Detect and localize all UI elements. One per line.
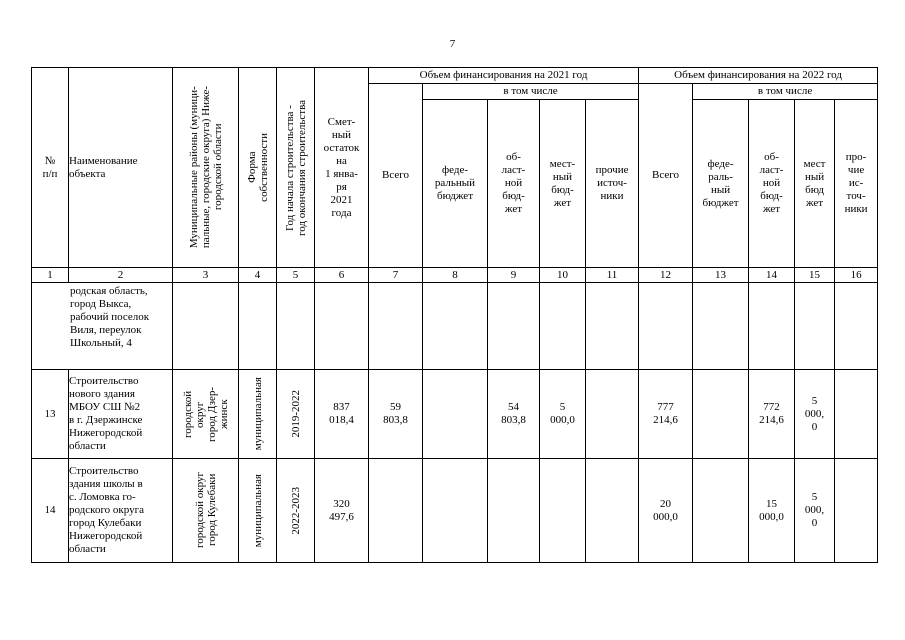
regional-2022: 15 000,0 xyxy=(749,459,795,563)
header-total-2022: Всего xyxy=(639,84,693,268)
construction-years: 2022-2023 xyxy=(277,459,315,563)
page-number: 7 xyxy=(449,38,456,50)
regional-2022: 772 214,6 xyxy=(749,370,795,459)
column-number: 4 xyxy=(239,268,277,283)
column-number: 6 xyxy=(315,268,369,283)
other-2022 xyxy=(835,459,878,563)
header-local-2021: мест- ный бюд- жет xyxy=(540,100,586,268)
header-ownership: Форма собственности xyxy=(239,68,277,268)
local-2022: 5 000, 0 xyxy=(795,459,835,563)
column-numbers-row xyxy=(32,268,878,283)
total-2022: 20 000,0 xyxy=(639,459,693,563)
construction-years: 2019-2022 xyxy=(277,370,315,459)
column-number: 9 xyxy=(488,268,540,283)
other-2021 xyxy=(586,370,639,459)
column-number: 15 xyxy=(795,268,835,283)
estimated-balance: 837 018,4 xyxy=(315,370,369,459)
header-other-2021: прочие источ- ники xyxy=(586,100,639,268)
other-2022 xyxy=(835,370,878,459)
header-construction-years: Год начала строительства - год окончания строительства xyxy=(277,68,315,268)
column-number: 2 xyxy=(69,268,173,283)
header-regional-2022: об- ласт- ной бюд- жет xyxy=(749,100,795,268)
header-financing-2021: Объем финансирования на 2021 год xyxy=(369,68,639,84)
column-number: 14 xyxy=(749,268,795,283)
federal-2021 xyxy=(423,370,488,459)
continuation-text: родская область, город Выкса, рабочий поселок Виля, переулок Школьный, 4 xyxy=(32,283,173,370)
column-number: 10 xyxy=(540,268,586,283)
object-name: Строительство здания школы в с. Ломовка го- родского округа город Кулебаки Нижегородской области xyxy=(69,459,173,563)
local-2021: 5 000,0 xyxy=(540,370,586,459)
header-object-name: Наименование объекта xyxy=(69,68,173,268)
row-number: 13 xyxy=(32,370,69,459)
header-district: Муниципальные районы (муници- пальные, городские округа) Ниже- городской области xyxy=(173,68,239,268)
header-federal-2022: феде- раль- ный бюджет xyxy=(693,100,749,268)
federal-2022 xyxy=(693,459,749,563)
ownership: муниципальная xyxy=(239,459,277,563)
estimated-balance: 320 497,6 xyxy=(315,459,369,563)
column-number: 3 xyxy=(173,268,239,283)
header-including-2021: в том числе xyxy=(423,84,639,100)
local-2021 xyxy=(540,459,586,563)
total-2021: 59 803,8 xyxy=(369,370,423,459)
header-local-2022: мест ный бюд жет xyxy=(795,100,835,268)
column-number: 5 xyxy=(277,268,315,283)
regional-2021 xyxy=(488,459,540,563)
header-federal-2021: феде- ральный бюджет xyxy=(423,100,488,268)
total-2021 xyxy=(369,459,423,563)
district: городской округ город Дзер- жинск xyxy=(173,370,239,459)
column-number: 1 xyxy=(32,268,69,283)
table-row xyxy=(32,459,878,563)
column-number: 11 xyxy=(586,268,639,283)
total-2022: 777 214,6 xyxy=(639,370,693,459)
district: городской округ город Кулебаки xyxy=(173,459,239,563)
other-2021 xyxy=(586,459,639,563)
object-name: Строительство нового здания МБОУ СШ №2 в г. Дзержинске Нижегородской области xyxy=(69,370,173,459)
federal-2022 xyxy=(693,370,749,459)
continuation-row xyxy=(32,283,878,370)
header-total-2021: Всего xyxy=(369,84,423,268)
header-regional-2021: об- ласт- ной бюд- жет xyxy=(488,100,540,268)
financing-table xyxy=(31,67,878,563)
local-2022: 5 000, 0 xyxy=(795,370,835,459)
column-number: 8 xyxy=(423,268,488,283)
regional-2021: 54 803,8 xyxy=(488,370,540,459)
federal-2021 xyxy=(423,459,488,563)
row-number: 14 xyxy=(32,459,69,563)
column-number: 7 xyxy=(369,268,423,283)
column-number: 16 xyxy=(835,268,878,283)
column-number: 12 xyxy=(639,268,693,283)
header-other-2022: про- чие ис- точ- ники xyxy=(835,100,878,268)
header-estimated-balance: Смет- ный остаток на 1 янва- ря 2021 года xyxy=(315,68,369,268)
ownership: муниципальная xyxy=(239,370,277,459)
header-including-2022: в том числе xyxy=(693,84,878,100)
column-number: 13 xyxy=(693,268,749,283)
header-row-number: № п/п xyxy=(32,68,69,268)
header-financing-2022: Объем финансирования на 2022 год xyxy=(639,68,878,84)
table-row xyxy=(32,370,878,459)
